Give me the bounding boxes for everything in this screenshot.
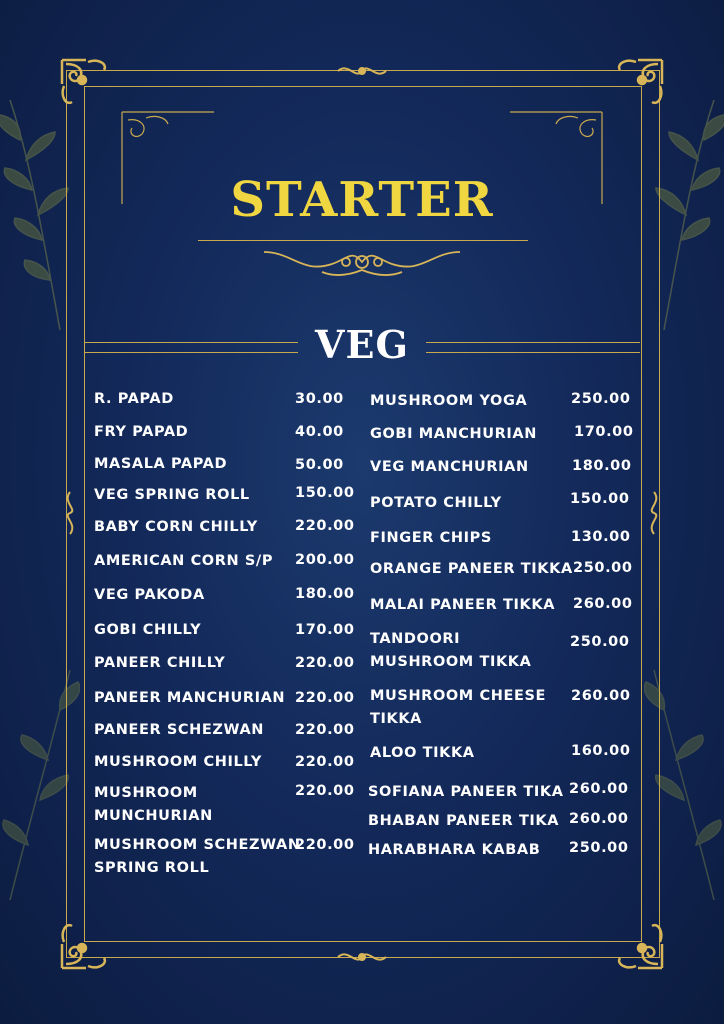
menu-item-price: 220.00 bbox=[295, 754, 355, 770]
menu-item-price: 180.00 bbox=[295, 586, 355, 602]
menu-item-price: 220.00 bbox=[295, 783, 355, 799]
right-side-ornament bbox=[646, 490, 662, 536]
menu-item-name: VEG MANCHURIAN bbox=[370, 459, 529, 475]
menu-item-price: 260.00 bbox=[569, 811, 629, 827]
menu-item-price: 200.00 bbox=[295, 552, 355, 568]
section-heading-veg: VEG bbox=[315, 322, 409, 367]
bottom-right-corner-ornament bbox=[606, 912, 666, 972]
menu-item-name: FRY PAPAD bbox=[94, 424, 189, 440]
menu-item-price: 220.00 bbox=[295, 655, 355, 671]
menu-item-name: SOFIANA PANEER TIKA bbox=[368, 784, 564, 800]
menu-item-price: 160.00 bbox=[571, 743, 631, 759]
menu-item-price: 220.00 bbox=[295, 518, 355, 534]
menu-item-name: VEG PAKODA bbox=[94, 587, 205, 603]
menu-item-name: R. PAPAD bbox=[94, 391, 174, 407]
menu-item-price: 50.00 bbox=[295, 457, 344, 473]
top-left-corner-ornament bbox=[58, 56, 118, 116]
menu-item-name: BABY CORN CHILLY bbox=[94, 519, 258, 535]
menu-item-price: 250.00 bbox=[569, 840, 629, 856]
menu-item-price: 220.00 bbox=[295, 837, 355, 853]
menu-item-price: 260.00 bbox=[573, 596, 633, 612]
menu-item-name: MALAI PANEER TIKKA bbox=[370, 597, 556, 613]
menu-item-price: 170.00 bbox=[574, 424, 634, 440]
menu-item-price: 250.00 bbox=[573, 560, 633, 576]
title-divider bbox=[198, 240, 528, 241]
menu-item-name: VEG SPRING ROLL bbox=[94, 487, 250, 503]
menu-item-name: GOBI MANCHURIAN bbox=[370, 426, 537, 442]
menu-item-price: 30.00 bbox=[295, 391, 344, 407]
top-right-corner-ornament bbox=[606, 56, 666, 116]
menu-item-name: TANDOORI MUSHROOM TIKKA bbox=[370, 631, 532, 670]
menu-item-price: 260.00 bbox=[569, 781, 629, 797]
menu-item-price: 250.00 bbox=[571, 391, 631, 407]
title-flourish-ornament bbox=[262, 244, 462, 280]
menu-item-price: 150.00 bbox=[570, 491, 630, 507]
menu-item-price: 180.00 bbox=[572, 458, 632, 474]
menu-item-name: ALOO TIKKA bbox=[370, 745, 475, 761]
menu-item-price: 150.00 bbox=[295, 485, 355, 501]
bottom-center-ornament bbox=[336, 948, 388, 966]
menu-item-price: 220.00 bbox=[295, 722, 355, 738]
menu-item-name: ORANGE PANEER TIKKA bbox=[370, 561, 573, 577]
menu-item-name: BHABAN PANEER TIKA bbox=[368, 813, 560, 829]
menu-item-name: MUSHROOM CHEESE TIKKA bbox=[370, 688, 547, 727]
menu-item-price: 130.00 bbox=[571, 529, 631, 545]
menu-item-name: AMERICAN CORN S/P bbox=[94, 553, 274, 569]
menu-item-price: 260.00 bbox=[571, 688, 631, 704]
menu-item-name: MUSHROOM SCHEZWAN SPRING ROLL bbox=[94, 837, 301, 876]
left-side-ornament bbox=[62, 490, 78, 536]
menu-item-price: 250.00 bbox=[570, 634, 630, 650]
bottom-left-corner-ornament bbox=[58, 912, 118, 972]
menu-item-name: FINGER CHIPS bbox=[370, 530, 492, 546]
menu-item-price: 220.00 bbox=[295, 690, 355, 706]
menu-item-name: MUSHROOM MUNCHURIAN bbox=[94, 785, 213, 824]
menu-item-name: PANEER MANCHURIAN bbox=[94, 690, 286, 706]
menu-item-name: GOBI CHILLY bbox=[94, 622, 202, 638]
menu-item-name: HARABHARA KABAB bbox=[368, 842, 541, 858]
page-title: STARTER bbox=[230, 172, 494, 228]
top-center-ornament bbox=[336, 62, 388, 80]
menu-item-price: 170.00 bbox=[295, 622, 355, 638]
menu-item-price: 40.00 bbox=[295, 424, 344, 440]
menu-item-name: POTATO CHILLY bbox=[370, 495, 502, 511]
menu-item-name: MUSHROOM YOGA bbox=[370, 393, 528, 409]
menu-item-name: MASALA PAPAD bbox=[94, 456, 228, 472]
menu-item-name: PANEER SCHEZWAN bbox=[94, 722, 265, 738]
menu-item-name: MUSHROOM CHILLY bbox=[94, 754, 262, 770]
menu-item-name: PANEER CHILLY bbox=[94, 655, 226, 671]
